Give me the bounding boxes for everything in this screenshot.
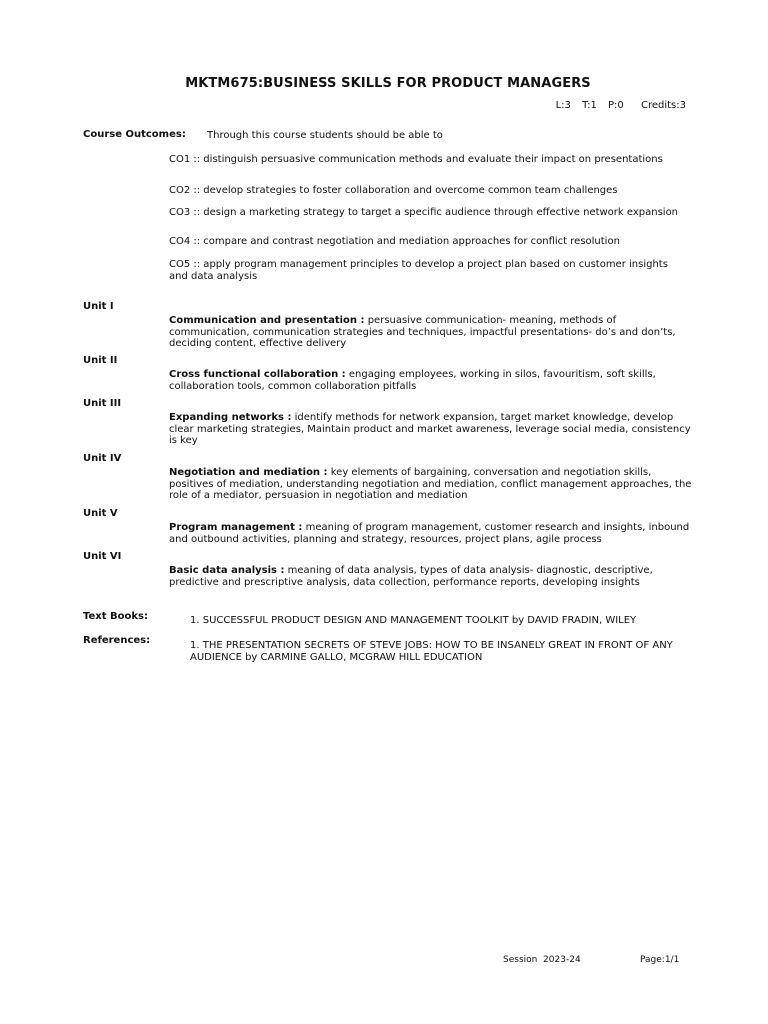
unit-text: engaging employees, working in silos, favouritism, soft skills, collaboration tools, common collaboration pitfalls bbox=[169, 369, 656, 392]
unit-description bbox=[169, 467, 694, 502]
unit-heading: Negotiation and mediation : bbox=[169, 467, 328, 478]
unit-label: Unit I bbox=[83, 301, 114, 312]
unit-description bbox=[169, 522, 694, 545]
unit-description bbox=[169, 315, 694, 350]
lecture-hours: L:3 bbox=[555, 100, 571, 111]
unit-label: Unit III bbox=[83, 398, 122, 409]
course-outcome-item: CO5 :: apply program management principles to develop a project plan based on customer insights and data analysis bbox=[169, 259, 668, 282]
references-label: References: bbox=[83, 635, 151, 646]
unit-heading: Cross functional collaboration : bbox=[169, 369, 346, 380]
course-outcome-item: CO2 :: develop strategies to foster collaboration and overcome common team challenges bbox=[169, 185, 618, 196]
unit-description bbox=[169, 369, 694, 392]
reference-item: 1. THE PRESENTATION SECRETS OF STEVE JOBS: HOW TO BE INSANELY GREAT IN FRONT OF ANY AUDIENCE by CARMINE GALLO, MCGRAW HILL EDUCATION bbox=[190, 640, 673, 663]
unit-heading: Program management : bbox=[169, 522, 303, 533]
credits: Credits:3 bbox=[640, 100, 686, 111]
unit-text: meaning of program management, customer research and insights, inbound and outbound activities, planning and strategy, resources, project plans, agile process bbox=[169, 522, 690, 545]
course-outcomes-intro: Through this course students should be able to bbox=[207, 130, 443, 141]
tutorial-hours: T:1 bbox=[582, 100, 597, 111]
course-outcome-item: CO1 :: distinguish persuasive communication methods and evaluate their impact on presentations bbox=[169, 154, 663, 165]
course-outcome-item: CO4 :: compare and contrast negotiation and mediation approaches for conflict resolution bbox=[169, 236, 620, 247]
credit-structure bbox=[548, 100, 686, 111]
page-title: MKTM675:BUSINESS SKILLS FOR PRODUCT MANAGERS bbox=[185, 76, 591, 91]
unit-description bbox=[169, 412, 694, 447]
unit-heading: Expanding networks : bbox=[169, 412, 292, 423]
text-book-item: 1. SUCCESSFUL PRODUCT DESIGN AND MANAGEMENT TOOLKIT by DAVID FRADIN, WILEY bbox=[190, 615, 637, 626]
course-outcome-item: CO3 :: design a marketing strategy to target a specific audience through effective network expansion bbox=[169, 207, 679, 218]
unit-text: key elements of bargaining, conversation and negotiation skills, positives of mediation, understanding negotiation and mediation, conflict management approaches, the role of a mediator, persuasion in negotiation and mediation bbox=[169, 467, 692, 502]
unit-label: Unit V bbox=[83, 508, 118, 519]
practical-hours: P:0 bbox=[608, 100, 624, 111]
unit-heading: Communication and presentation : bbox=[169, 315, 365, 326]
unit-text: persuasive communication- meaning, methods of communication, communication strategies and techniques, impactful presentations- do’s and don’ts, deciding content, effective delivery bbox=[169, 315, 676, 350]
unit-label: Unit VI bbox=[83, 551, 122, 562]
unit-description bbox=[169, 565, 694, 588]
unit-text: identify methods for network expansion, target market knowledge, develop clear marketing strategies, Maintain product and market awareness, leverage social media, consistency is key bbox=[169, 412, 691, 447]
unit-text: meaning of data analysis, types of data analysis- diagnostic, descriptive, predictive and prescriptive analysis, data collection, performance reports, developing insights bbox=[169, 565, 653, 588]
text-books-label: Text Books: bbox=[83, 611, 148, 622]
course-outcomes-label: Course Outcomes: bbox=[83, 129, 186, 140]
page-number: Page:1/1 bbox=[640, 955, 680, 965]
unit-label: Unit IV bbox=[83, 453, 122, 464]
unit-heading: Basic data analysis : bbox=[169, 565, 285, 576]
unit-label: Unit II bbox=[83, 355, 118, 366]
session-footer: Session 2023-24 bbox=[503, 955, 581, 965]
